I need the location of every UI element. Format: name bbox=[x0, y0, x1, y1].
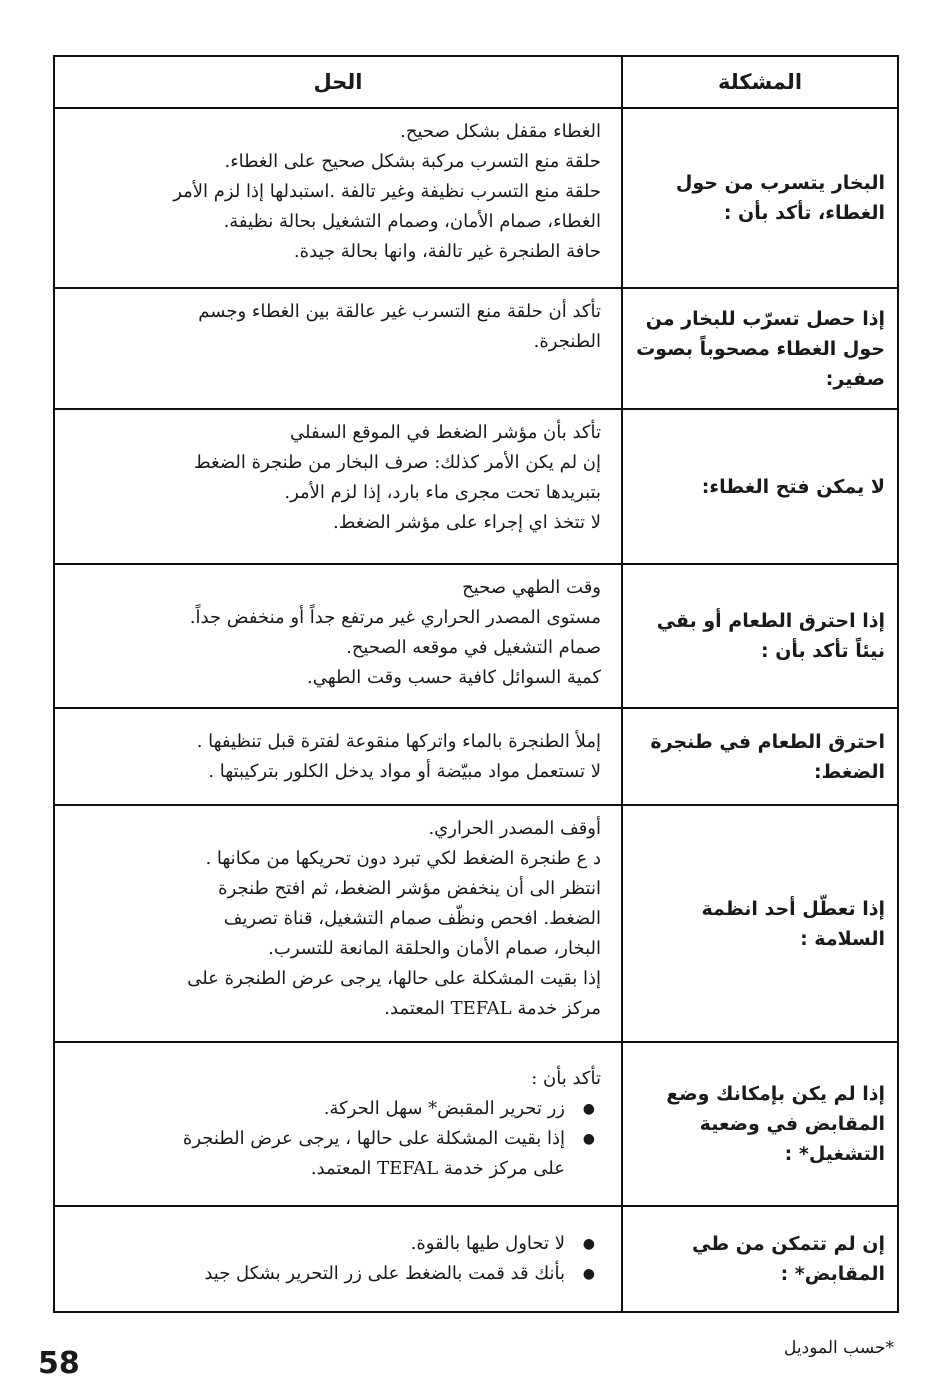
solution-line: حافة الطنجرة غير تالفة، وانها بحالة جيدة. bbox=[293, 241, 601, 262]
troubleshooting-table bbox=[53, 55, 899, 1313]
solution-line: حلقة منع التسرب نظيفة وغير تالفة .استبدلها إذا لزم الأمر bbox=[173, 181, 601, 202]
problem-column-header: المشكلة bbox=[622, 56, 898, 108]
table-row bbox=[54, 409, 898, 564]
solution-cell bbox=[54, 805, 622, 1042]
solution-line: إذا بقيت المشكلة على حالها، يرجى عرض الطنجرة على bbox=[187, 968, 601, 989]
solution-line: صمام التشغيل في موقعه الصحيح. bbox=[346, 637, 601, 658]
bullet-list bbox=[69, 1229, 601, 1289]
problem-cell: احترق الطعام في طنجرة الضغط: bbox=[622, 708, 898, 805]
solution-line: مستوى المصدر الحراري غير مرتفع جداً أو منخفض جداً. bbox=[189, 607, 601, 628]
solution-column-header: الحل bbox=[54, 56, 622, 108]
solution-line: لا تستعمل مواد مبيّضة أو مواد يدخل الكلور بتركيبتها . bbox=[208, 760, 601, 782]
bullet-item bbox=[69, 1124, 601, 1184]
solution-cell bbox=[54, 409, 622, 564]
solution-cell bbox=[54, 1042, 622, 1206]
problem-cell: إن لم تتمكن من طي المقابض* : bbox=[622, 1206, 898, 1312]
solution-line: الغطاء مقفل بشكل صحيح. bbox=[400, 121, 601, 142]
bullet-item bbox=[69, 1259, 601, 1289]
table-row bbox=[54, 1042, 898, 1206]
solution-line: كمية السوائل كافية حسب وقت الطهي. bbox=[307, 667, 601, 688]
solution-cell bbox=[54, 1206, 622, 1312]
problem-cell: البخار يتسرب من حول الغطاء، تأكد بأن : bbox=[622, 108, 898, 288]
solution-cell bbox=[54, 708, 622, 805]
footnote: *حسب الموديل bbox=[784, 1338, 894, 1358]
bullet-line: ● لا تحاول طيها بالقوة. bbox=[410, 1233, 565, 1254]
problem-cell: إذا احترق الطعام أو بقي نيئاً تأكد بأن : bbox=[622, 564, 898, 708]
problem-cell: إذا لم يكن بإمكانك وضع المقابض في وضعية التشغيل* : bbox=[622, 1042, 898, 1206]
solution-line: الغطاء، صمام الأمان، وصمام التشغيل بحالة نظيفة. bbox=[223, 211, 601, 232]
table-row bbox=[54, 108, 898, 288]
page-number: 58 bbox=[38, 1346, 80, 1381]
problem-cell: إذا حصل تسرّب للبخار من حول الغطاء مصحوباً بصوت صفير: bbox=[622, 288, 898, 409]
solution-line: حلقة منع التسرب مركبة بشكل صحيح على الغطاء. bbox=[224, 151, 601, 172]
bullet-line: ● زر تحرير المقبض* سهل الحركة. bbox=[323, 1098, 565, 1119]
bullet-line: على مركز خدمة TEFAL المعتمد. bbox=[310, 1158, 565, 1179]
bullet-item bbox=[69, 1229, 601, 1259]
table-row bbox=[54, 1206, 898, 1312]
solution-line: الطنجرة. bbox=[533, 331, 601, 352]
table-header-row bbox=[54, 56, 898, 108]
problem-cell: لا يمكن فتح الغطاء: bbox=[622, 409, 898, 564]
bullet-list bbox=[69, 1094, 601, 1184]
solution-line: إملأ الطنجرة بالماء واتركها منقوعة لفترة قبل تنظيفها . bbox=[196, 730, 601, 752]
solution-line: مركز خدمة TEFAL المعتمد. bbox=[384, 998, 601, 1019]
solution-line: إن لم يكن الأمر كذلك: صرف البخار من طنجرة الضغط bbox=[194, 452, 601, 473]
bullet-line: ● إذا بقيت المشكلة على حالها ، يرجى عرض الطنجرة bbox=[182, 1128, 565, 1149]
solution-line: تأكد أن حلقة منع التسرب غير عالقة بين الغطاء وجسم bbox=[198, 301, 601, 322]
solution-cell bbox=[54, 108, 622, 288]
solution-line: لا تتخذ اي إجراء على مؤشر الضغط. bbox=[333, 512, 601, 533]
table-row bbox=[54, 708, 898, 805]
bullet-line: ● بأنك قد قمت بالضغط على زر التحرير بشكل جيد bbox=[204, 1263, 565, 1284]
solution-cell bbox=[54, 288, 622, 409]
solution-line: بتبريدها تحت مجرى ماء بارد، إذا لزم الأمر. bbox=[284, 482, 601, 503]
problem-cell: إذا تعطّل أحد انظمة السلامة : bbox=[622, 805, 898, 1042]
solution-cell bbox=[54, 564, 622, 708]
solution-line: انتظر الى أن ينخفض مؤشر الضغط، ثم افتح طنجرة bbox=[218, 878, 601, 899]
solution-line: تأكد بأن مؤشر الضغط في الموقع السفلي bbox=[290, 422, 601, 443]
solution-line: الضغط. افحص ونظّف صمام التشغيل، قناة تصريف bbox=[223, 908, 601, 929]
solution-intro: تأكد بأن : bbox=[531, 1068, 601, 1089]
table-row bbox=[54, 288, 898, 409]
solution-line: وقت الطهي صحيح bbox=[462, 577, 601, 598]
table-row bbox=[54, 805, 898, 1042]
solution-line: البخار، صمام الأمان والحلقة المانعة للتسرب. bbox=[268, 938, 601, 959]
solution-line: أوقف المصدر الحراري. bbox=[428, 818, 601, 839]
bullet-item bbox=[69, 1094, 601, 1124]
table-row bbox=[54, 564, 898, 708]
solution-line: د ع طنجرة الضغط لكي تبرد دون تحريكها من مكانها . bbox=[205, 848, 601, 869]
